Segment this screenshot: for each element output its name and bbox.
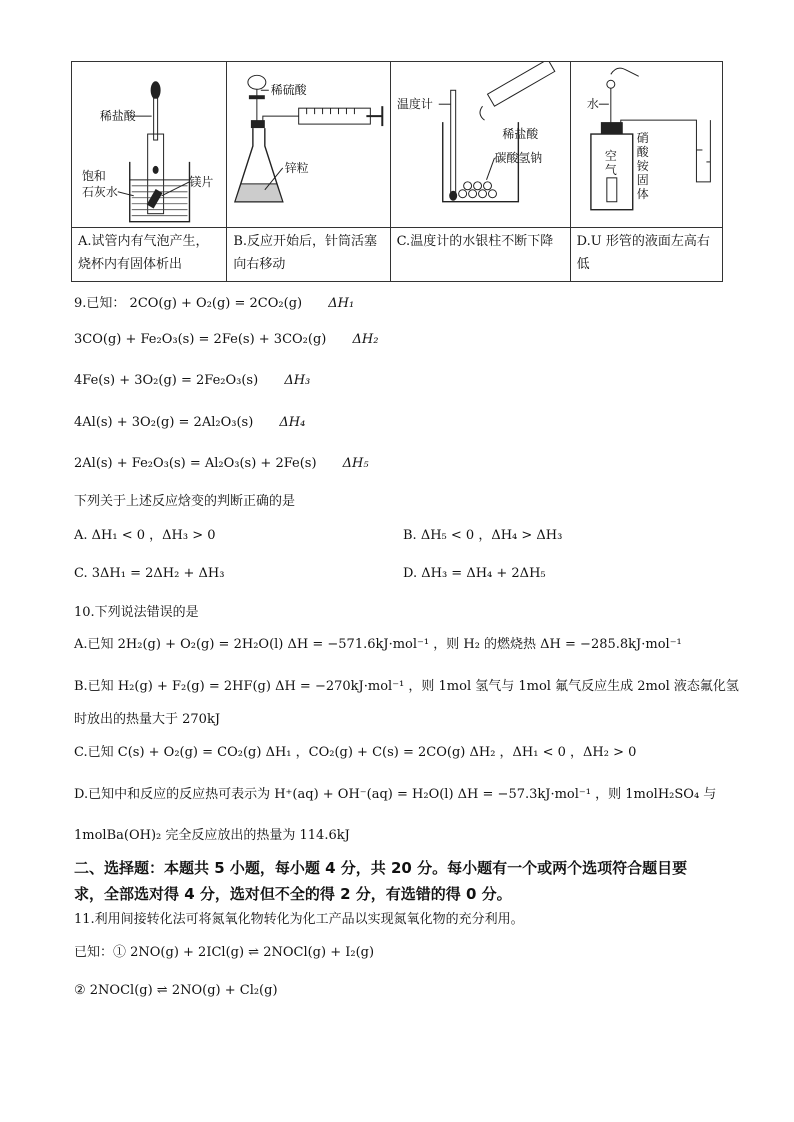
- q10-option-a[interactable]: A.已知 2H₂(g) + O₂(g) = 2H₂O(l) ΔH = −571.6kJ·mol⁻¹ ，则 H₂ 的燃烧热 ΔH = −285.8kJ·mol⁻¹: [74, 637, 682, 652]
- q9-option-b[interactable]: B. ΔH₅ < 0 ，ΔH₄ > ΔH₃: [403, 528, 563, 543]
- q10-option-d-line1[interactable]: D.已知中和反应的反应热可表示为 H⁺(aq) + OH⁻(aq) = H₂O(l) ΔH = −57.3kJ·mol⁻¹ ，则 1molH₂SO₄ 与: [74, 787, 717, 802]
- experiment-table: [71, 61, 723, 282]
- label-air-1: 空: [604, 148, 617, 163]
- q10-option-b-line1[interactable]: B.已知 H₂(g) + F₂(g) = 2HF(g) ΔH = −270kJ·mol⁻¹ ，则 1mol 氢气与 1mol 氟气反应生成 2mol 液态氟化氢: [74, 679, 739, 694]
- section2-heading-line1: 二、选择题：本题共 5 小题，每小题 4 分，共 20 分。每小题有一个或两个选项符合题目要: [74, 859, 688, 877]
- label-nh4no3-3: 铵: [636, 158, 649, 173]
- q9-reaction-4: 4Al(s) + 3O₂(g) = 2Al₂O₃(s): [74, 415, 254, 430]
- label-nh4no3-2: 酸: [636, 144, 649, 159]
- q9-dh3: ΔH₃: [284, 373, 311, 388]
- label-water: 水: [586, 97, 599, 112]
- figure-b-flask-syringe: [227, 62, 389, 227]
- caption-c: C.温度计的水银柱不断下降: [390, 228, 570, 282]
- figure-a-cell: [72, 62, 227, 228]
- section2-heading-line2: 求，全部选对得 4 分，选对但不全的得 2 分，有选错的得 0 分。: [74, 885, 512, 903]
- q11-reaction-1: 已知：① 2NO(g) + 2ICl(g) ⇌ 2NOCl(g) + I₂(g): [74, 945, 375, 960]
- q10-option-d-line2: 1molBa(OH)₂ 完全反应放出的热量为 114.6kJ: [74, 828, 350, 843]
- figure-b-cell: [227, 62, 390, 228]
- q10-option-c[interactable]: C.已知 C(s) + O₂(g) = CO₂(g) ΔH₁ ，CO₂(g) + C(s) = 2CO(g) ΔH₂ ，ΔH₁ < 0 ，ΔH₂ > 0: [74, 745, 637, 760]
- caption-a: A.试管内有气泡产生，烧杯内有固体析出: [72, 228, 227, 282]
- q9-option-c[interactable]: C. 3ΔH₁ = 2ΔH₂ + ΔH₃: [74, 566, 225, 581]
- q9-stem-line: [74, 292, 354, 311]
- figure-d-cell: [570, 62, 722, 228]
- q9-prefix: 9.已知：: [74, 296, 126, 311]
- q9-reaction-3: 4Fe(s) + 3O₂(g) = 2Fe₂O₃(s): [74, 373, 259, 388]
- q9-reaction-2: 3CO(g) + Fe₂O₃(s) = 2Fe(s) + 3CO₂(g): [74, 332, 327, 347]
- q11-reaction-2: ② 2NOCl(g) ⇌ 2NO(g) + Cl₂(g): [74, 983, 278, 998]
- figure-a-beaker-dropper: [72, 62, 226, 227]
- label-thermometer: 温度计: [396, 97, 433, 112]
- q9-dh1: ΔH₁: [328, 296, 355, 311]
- q9-option-d[interactable]: D. ΔH₃ = ΔH₄ + 2ΔH₅: [403, 566, 546, 581]
- caption-b: B.反应开始后，针筒活塞向右移动: [227, 228, 390, 282]
- label-zinc: 锌粒: [285, 160, 309, 175]
- q9-reaction-2-line: [74, 332, 378, 347]
- q9-dh5: ΔH₅: [342, 456, 369, 471]
- label-air-2: 气: [604, 162, 617, 177]
- label-nh4no3-1: 硝: [636, 131, 649, 146]
- label-nh4no3-4: 固: [636, 172, 649, 187]
- label-nh4no3-5: 体: [636, 186, 649, 201]
- q11-stem: 11.利用间接转化法可将氮氧化物转化为化工产品以实现氮氧化物的充分利用。: [74, 912, 524, 927]
- label-limewater: 石灰水: [81, 184, 118, 199]
- q9-reaction-3-line: [74, 373, 310, 388]
- label-saturated: 饱和: [81, 168, 106, 183]
- q9-reaction-4-line: [74, 415, 305, 430]
- q9-dh2: ΔH₂: [352, 332, 379, 347]
- q10-option-b-line2: 时放出的热量大于 270kJ: [74, 712, 221, 727]
- label-mg-strip: 镁片: [189, 174, 214, 189]
- q9-reaction-5-line: [74, 456, 369, 471]
- q9-reaction-5: 2Al(s) + Fe₂O₃(s) = Al₂O₃(s) + 2Fe(s): [74, 456, 317, 471]
- q9-option-a[interactable]: A. ΔH₁ < 0 ，ΔH₃ > 0: [74, 528, 216, 543]
- q9-dh4: ΔH₄: [279, 415, 306, 430]
- label-dilute-hcl: 稀盐酸: [99, 109, 136, 124]
- label-dilute-h2so4: 稀硫酸: [271, 83, 307, 98]
- label-nahco3: 碳酸氢钠: [494, 150, 542, 165]
- figure-c-cell: [390, 62, 570, 228]
- q9-question: 下列关于上述反应焓变的判断正确的是: [74, 494, 296, 509]
- figure-d-u-tube: [571, 62, 722, 227]
- label-dilute-hcl-c: 稀盐酸: [502, 127, 538, 142]
- caption-d: D.U 形管的液面左高右低: [570, 228, 722, 282]
- q10-stem: 10.下列说法错误的是: [74, 605, 199, 620]
- figure-c-thermometer: [391, 62, 570, 227]
- q9-reaction-1: 2CO(g) + O₂(g) = 2CO₂(g): [129, 296, 303, 311]
